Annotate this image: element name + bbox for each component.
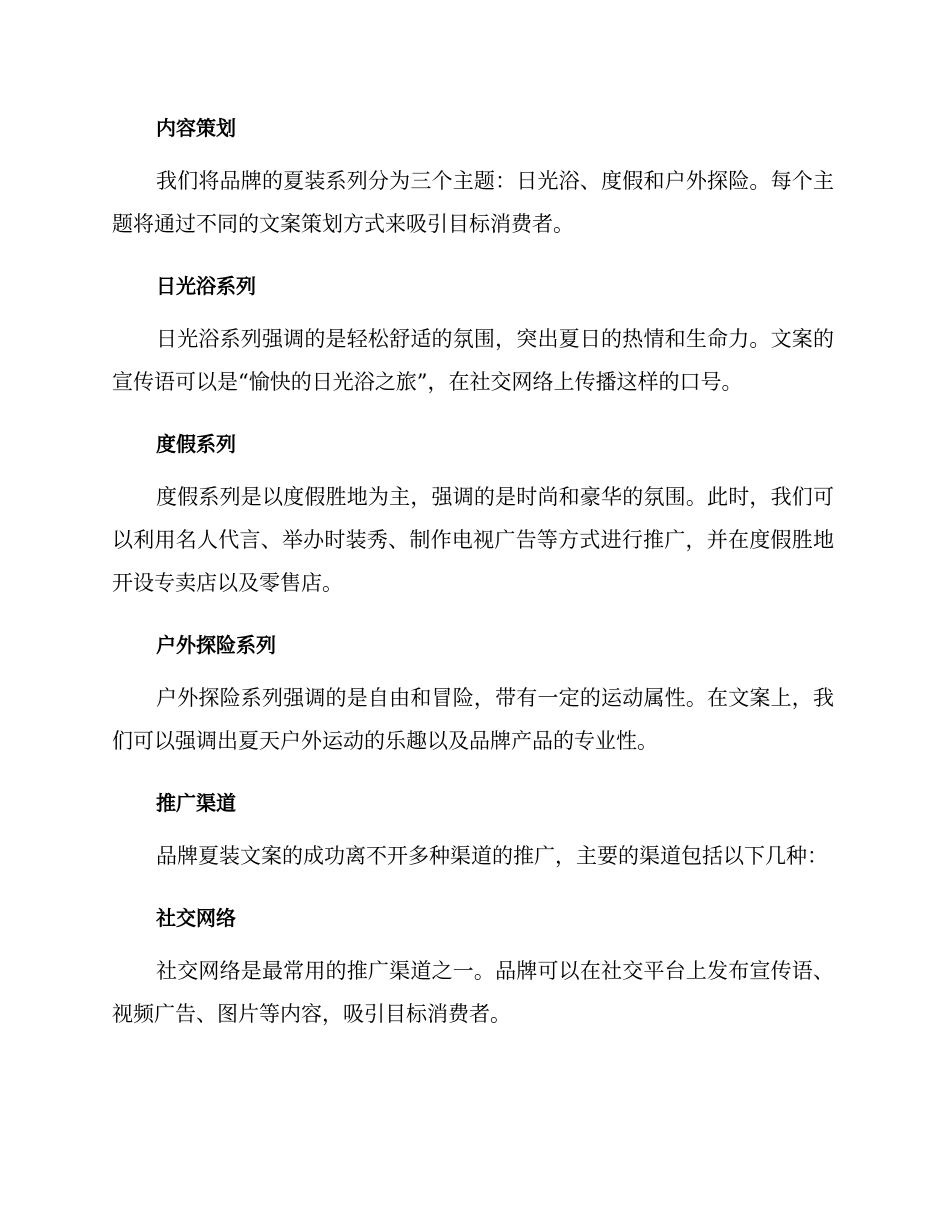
section-paragraph-vacation-series: 度假系列是以度假胜地为主，强调的是时尚和豪华的氛围。此时，我们可以利用名人代言、举办时装秀、制作电视广告等方式进行推广，并在度假胜地开设专卖店以及零售店。 (112, 485, 834, 595)
section-heading-outdoor-series: 户外探险系列 (156, 633, 276, 657)
section-heading-sunbath-series: 日光浴系列 (156, 274, 256, 298)
section-heading-social-network: 社交网络 (156, 906, 236, 930)
section-paragraph-outdoor-series: 户外探险系列强调的是自由和冒险，带有一定的运动属性。在文案上，我们可以强调出夏天户外运动的乐趣以及品牌产品的专业性。 (112, 686, 834, 753)
section-paragraph-content-planning: 我们将品牌的夏装系列分为三个主题：日光浴、度假和户外探险。每个主题将通过不同的文案策划方式来吸引目标消费者。 (112, 169, 834, 236)
section-heading-promotion-channels: 推广渠道 (156, 791, 236, 815)
section-heading-vacation-series: 度假系列 (156, 432, 236, 456)
section-heading-content-planning: 内容策划 (156, 116, 236, 140)
section-paragraph-sunbath-series: 日光浴系列强调的是轻松舒适的氛围，突出夏日的热情和生命力。文案的宣传语可以是“愉快的日光浴之旅”，在社交网络上传播这样的口号。 (112, 327, 834, 394)
section-paragraph-promotion-channels: 品牌夏装文案的成功离不开多种渠道的推广，主要的渠道包括以下几种： (156, 844, 828, 868)
document-body (112, 108, 834, 1036)
section-paragraph-social-network: 社交网络是最常用的推广渠道之一。品牌可以在社交平台上发布宣传语、视频广告、图片等内容，吸引目标消费者。 (112, 959, 834, 1026)
